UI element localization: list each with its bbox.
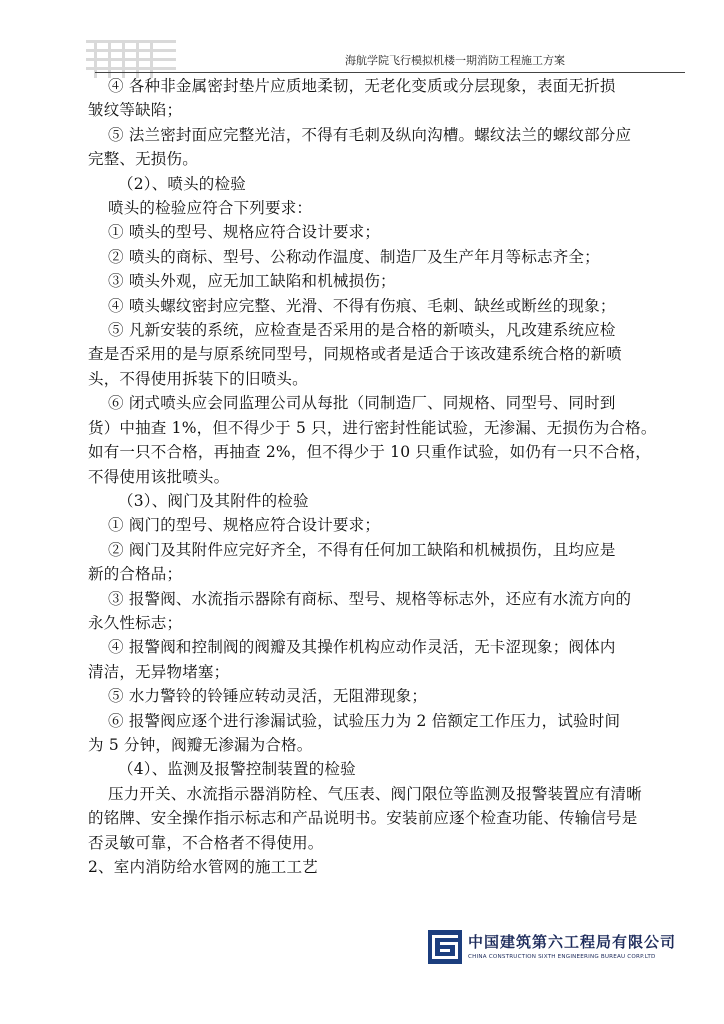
body-line: 查是否采用的是与原系统同型号，同规格或者是适合于该改建系统合格的新喷: [88, 345, 622, 364]
body-line: ⑤ 凡新安装的系统，应检查是否采用的是合格的新喷头，凡改建系统应检: [108, 321, 616, 340]
body-line: 不得使用该批喷头。: [88, 467, 230, 486]
body-line: 的铭牌、安全操作指示标志和产品说明书。安装前应逐个检查功能、传输信号是: [88, 809, 638, 828]
body-line: 喷头的检验应符合下列要求：: [108, 199, 313, 218]
company-logo-icon: [428, 930, 462, 964]
body-line: ② 阀门及其附件应完好齐全，不得有任何加工缺陷和机械损伤，且均应是: [108, 540, 616, 559]
body-line: ⑤ 水力警铃的铃锤应转动灵活，无阻滞现象；: [108, 687, 428, 706]
body-line: ④ 各种非金属密封垫片应质地柔韧，无老化变质或分层现象，表面无折损: [108, 77, 616, 95]
body-line: 货）中抽查 1%，但不得少于 5 只，进行密封性能试验，无渗漏、无损伤为合格。: [88, 418, 657, 437]
company-logo: [428, 930, 688, 970]
company-name-cn: 中国建筑第六工程局有限公司: [468, 933, 677, 951]
body-line: （2）、喷头的检验: [118, 174, 246, 193]
body-line: 如有一只不合格，再抽查 2%，但不得少于 10 只重作试验，如仍有一只不合格，: [88, 443, 651, 462]
body-line: ⑤ 法兰密封面应完整光洁，不得有毛刺及纵向沟槽。螺纹法兰的螺纹部分应: [108, 125, 632, 144]
body-line: 皱纹等缺陷；: [88, 101, 183, 120]
body-line: 否灵敏可靠，不合格者不得使用。: [88, 833, 324, 852]
body-line: ① 阀门的型号、规格应符合设计要求；: [108, 516, 381, 535]
body-line: ⑥ 闭式喷头应会同监理公司从每批（同制造厂、同规格、同型号、同时到: [108, 394, 616, 413]
document-body: [88, 74, 686, 879]
company-name-en: CHINA CONSTRUCTION SIXTH ENGINEERING BUREAU CORP.LTD: [468, 954, 656, 960]
body-line: 永久性标志；: [88, 613, 183, 632]
body-line: ④ 报警阀和控制阀的阀瓣及其操作机构应动作灵活，无卡涩现象；阀体内: [108, 638, 616, 657]
body-line: ③ 报警阀、水流指示器除有商标、型号、规格等标志外，还应有水流方向的: [108, 589, 632, 608]
body-line: 新的合格品；: [88, 565, 183, 584]
body-line: 清洁，无异物堵塞；: [88, 662, 230, 681]
header-rule: [95, 72, 685, 73]
body-line: 压力开关、水流指示器消防栓、气压表、阀门限位等监测及报警装置应有清晰: [108, 784, 642, 803]
page-header-title: 海航学院飞行模拟机楼一期消防工程施工方案: [345, 54, 565, 67]
body-line: （3）、阀门及其附件的检验: [118, 491, 309, 510]
body-line: （4）、监测及报警控制装置的检验: [118, 760, 356, 779]
body-line: 为 5 分钟，阀瓣无渗漏为合格。: [88, 735, 313, 754]
body-line: ③ 喷头外观，应无加工缺陷和机械损伤；: [108, 272, 396, 291]
body-line: 头，不得使用拆装下的旧喷头。: [88, 369, 308, 388]
body-line: 完整、无损伤。: [88, 150, 198, 169]
body-line: ② 喷头的商标、型号、公称动作温度、制造厂及生产年月等标志齐全；: [108, 247, 600, 266]
body-line: ④ 喷头螺纹密封应完整、光滑、不得有伤痕、毛刺、缺丝或断丝的现象；: [108, 296, 616, 315]
body-line: ① 喷头的型号、规格应符合设计要求；: [108, 223, 381, 242]
body-line: 2、室内消防给水管网的施工工艺: [88, 858, 318, 876]
body-line: ⑥ 报警阀应逐个进行渗漏试验，试验压力为 2 倍额定工作压力，试验时间: [108, 711, 621, 730]
